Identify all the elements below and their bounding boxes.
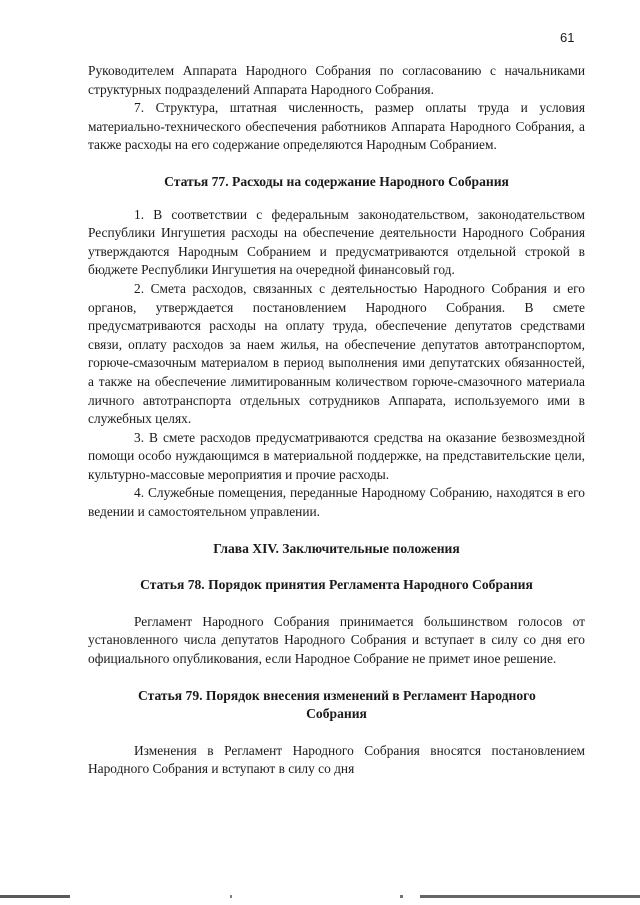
- paragraph: Изменения в Регламент Народного Собрания вносятся постановлением Народного Собрания и вступают в силу со дня: [88, 742, 585, 777]
- paragraph: Регламент Народного Собрания принимается большинством голосов от установленного числа депутатов Народного Собрания и вступает в силу со дня его официального опубликования, если Народное Собрание не примет иное решение.: [88, 613, 585, 667]
- paragraph: 7. Структура, штатная численность, размер оплаты труда и условия материально-технического обеспечения работников Аппарата Народного Собрания, а также расходы на его содержание определяются Народным Собранием.: [88, 100, 585, 153]
- section-heading: Глава XIV. Заключительные положения: [213, 540, 460, 556]
- paragraph: 1. В соответствии с федеральным законодательством, законодательством Республики Ингушетия расходы на обеспечение деятельности Народного Собрания утверждаются Народным Собранием и предусматриваются отдельной строкой в бюджете Республики Ингушетия на очередной финансовый год.: [88, 206, 585, 278]
- paragraph: 3. В смете расходов предусматриваются средства на оказание безвозмездной помощи особо нуждающимся в материальной поддержке, на представительские цели, культурно-массовые мероприятия и прочие расходы.: [88, 429, 585, 482]
- spacer: [88, 558, 585, 576]
- section-heading: Статья 77. Расходы на содержание Народного Собрания: [164, 173, 509, 189]
- section-heading: Статья 78. Порядок принятия Регламента Народного Собрания: [140, 577, 533, 593]
- spacer: [88, 522, 585, 540]
- document-body: [88, 62, 585, 779]
- scan-edge-artifact: [0, 895, 640, 898]
- paragraph: Руководителем Аппарата Народного Собрания по согласованию с начальниками структурных подразделений Аппарата Народного Собрания.: [88, 63, 585, 97]
- spacer: [88, 669, 585, 687]
- spacer: [88, 724, 585, 742]
- paragraph: 4. Служебные помещения, переданные Народному Собранию, находятся в его ведении и самостоятельном управлении.: [88, 485, 585, 520]
- paragraph: 2. Смета расходов, связанных с деятельностью Народного Собрания и его органов, утверждается постановлением Народного Собрания. В смете предусматриваются расходы на оплату труда, обеспечение депутатов средствами связи, оплату расходов за наем жилья, на обеспечение депутатов автотранспортом, горюче-смазочным материалом в период выполнения ими депутатских обязанностей, а также на обеспечение лимитированным количеством горюче-смазочного материала личного автотранспорта отдельных сотрудников Аппарата, используемого ими в служебных целях.: [88, 280, 585, 427]
- spacer: [88, 595, 585, 613]
- section-heading: Собрания: [306, 706, 367, 722]
- spacer: [88, 155, 585, 173]
- spacer: [88, 192, 585, 206]
- section-heading: Статья 79. Порядок внесения изменений в Регламент Народного: [138, 687, 536, 703]
- page-number: 61: [560, 30, 575, 45]
